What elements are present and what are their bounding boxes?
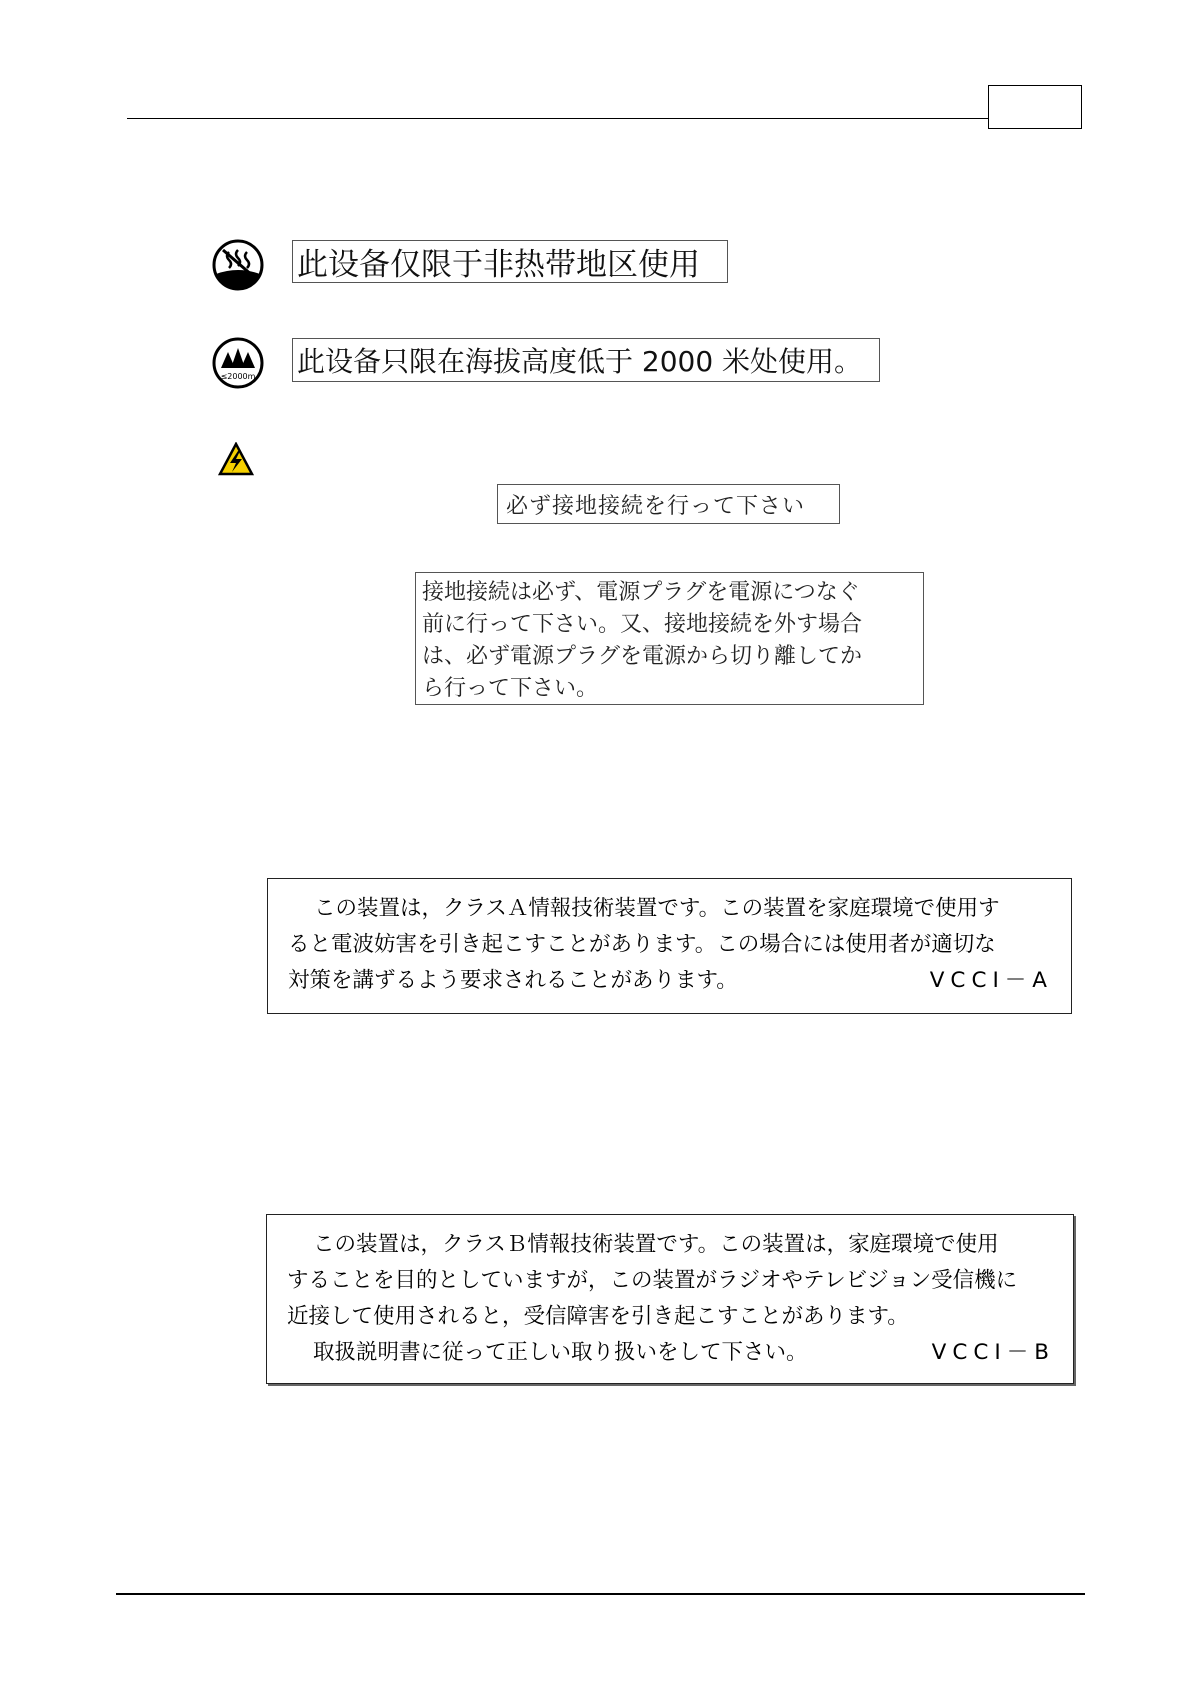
vcci-b-code: VCCI－B [931, 1340, 1055, 1365]
grounding-line: は、必ず電源プラグを電源から切り離してか [422, 644, 863, 669]
svg-text:≤2000m: ≤2000m [220, 372, 256, 381]
grounding-short-notice: 必ず接地接続を行って下さい [497, 484, 840, 524]
vcci-a-line: この装置は，クラスＡ情報技術装置です。この装置を家庭環境で使用す [314, 896, 1000, 921]
vcci-b-line: することを目的としていますが，この装置がラジオやテレビジョン受信機に [287, 1268, 1018, 1293]
non-tropical-icon [211, 238, 265, 292]
vcci-b-line: 取扱説明書に従って正しい取り扱いをして下さい。 [313, 1340, 808, 1365]
vcci-a-code: VCCI－A [929, 968, 1053, 993]
vcci-b-line: この装置は，クラスＢ情報技術装置です。この装置は，家庭環境で使用 [313, 1232, 999, 1257]
vcci-a-line: 対策を講ずるよう要求されることがあります。 [288, 968, 738, 993]
vcci-b-line: 近接して使用されると，受信障害を引き起こすことがあります。 [287, 1304, 909, 1329]
vcci-a-line: ると電波妨害を引き起こすことがあります。この場合には使用者が適切な [288, 932, 996, 957]
grounding-line: ら行って下さい。 [422, 676, 599, 701]
non-tropical-notice: 此设备仅限于非热带地区使用 [292, 240, 728, 283]
grounding-line: 前に行って下さい。又、接地接続を外す場合 [422, 612, 863, 637]
footer-rule [116, 1593, 1085, 1595]
vcci-b-last-row [287, 1335, 1055, 1371]
electric-shock-warning-icon [218, 442, 254, 476]
grounding-long-notice [415, 572, 924, 705]
altitude-notice: 此设备只限在海拔高度低于 2000 米处使用。 [292, 338, 880, 382]
vcci-class-b-notice [266, 1214, 1074, 1384]
page-number-box [988, 85, 1082, 129]
vcci-class-a-notice [267, 878, 1072, 1014]
grounding-line: 接地接続は必ず、電源プラグを電源につなぐ [422, 580, 860, 605]
header-rule [127, 118, 989, 119]
altitude-icon [211, 336, 265, 390]
vcci-a-last-row [288, 963, 1053, 999]
